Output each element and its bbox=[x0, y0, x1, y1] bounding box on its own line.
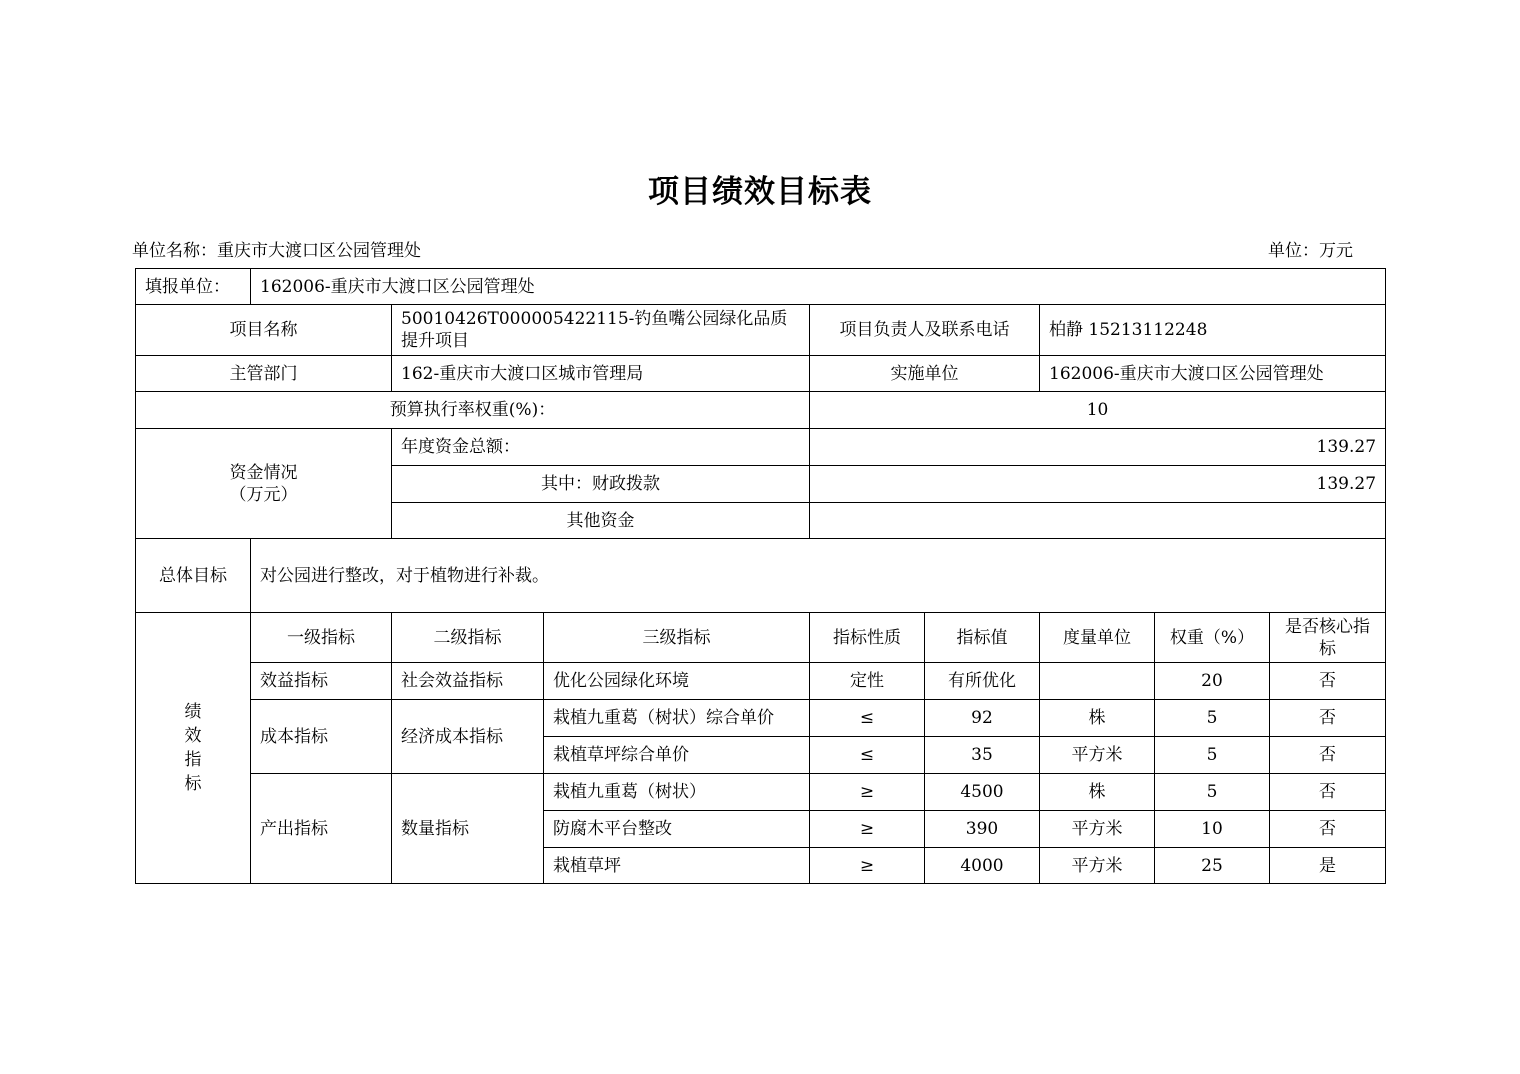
level1-cell: 效益指标 bbox=[251, 663, 392, 700]
funds-label-line1: 资金情况 bbox=[229, 462, 298, 483]
contact-value: 柏静 15213112248 bbox=[1040, 305, 1386, 356]
unit-name: 单位名称：重庆市大渡口区公园管理处 bbox=[132, 241, 421, 261]
fiscal-value: 139.27 bbox=[810, 466, 1386, 503]
level3-cell: 优化公园绿化环境 bbox=[544, 663, 810, 700]
unit-cell bbox=[1040, 663, 1155, 700]
budget-weight-value: 10 bbox=[810, 392, 1386, 429]
project-name-label: 项目名称 bbox=[136, 305, 392, 356]
header-level3: 三级指标 bbox=[544, 613, 810, 663]
perf-label-char: 效 bbox=[184, 726, 202, 746]
perf-label-char: 绩 bbox=[184, 702, 202, 722]
header-nature: 指标性质 bbox=[810, 613, 925, 663]
value-cell: 35 bbox=[925, 737, 1040, 774]
core-cell: 否 bbox=[1270, 774, 1386, 811]
header-level2: 二级指标 bbox=[392, 613, 544, 663]
core-cell: 是 bbox=[1270, 848, 1386, 884]
project-name-value: 50010426T000005422115-钓鱼嘴公园绿化品质提升项目 bbox=[392, 305, 810, 356]
header-weight: 权重（%） bbox=[1155, 613, 1270, 663]
unit-cell: 平方米 bbox=[1040, 811, 1155, 848]
perf-label-char: 指 bbox=[184, 750, 202, 770]
value-cell: 4500 bbox=[925, 774, 1040, 811]
header-level1: 一级指标 bbox=[251, 613, 392, 663]
goal-value: 对公园进行整改，对于植物进行补裁。 bbox=[251, 539, 1386, 613]
nature-cell: ≥ bbox=[810, 811, 925, 848]
level1-cell: 成本指标 bbox=[251, 700, 392, 774]
annual-total-value: 139.27 bbox=[810, 429, 1386, 466]
core-cell: 否 bbox=[1270, 663, 1386, 700]
weight-cell: 5 bbox=[1155, 737, 1270, 774]
level3-cell: 栽植草坪综合单价 bbox=[544, 737, 810, 774]
level2-cell: 经济成本指标 bbox=[392, 700, 544, 774]
nature-cell: ≤ bbox=[810, 700, 925, 737]
dept-label: 主管部门 bbox=[136, 356, 392, 392]
header-unit: 度量单位 bbox=[1040, 613, 1155, 663]
header-core: 是否核心指标 bbox=[1270, 613, 1386, 663]
value-cell: 有所优化 bbox=[925, 663, 1040, 700]
dept-value: 162-重庆市大渡口区城市管理局 bbox=[392, 356, 810, 392]
nature-cell: 定性 bbox=[810, 663, 925, 700]
level2-cell: 社会效益指标 bbox=[392, 663, 544, 700]
unit-cell: 株 bbox=[1040, 700, 1155, 737]
reporting-unit-label: 填报单位： bbox=[136, 269, 251, 305]
level3-cell: 栽植九重葛（树状） bbox=[544, 774, 810, 811]
contact-label: 项目负责人及联系电话 bbox=[810, 305, 1040, 356]
annual-total-label: 年度资金总额： bbox=[392, 429, 810, 466]
core-cell: 否 bbox=[1270, 737, 1386, 774]
weight-cell: 20 bbox=[1155, 663, 1270, 700]
unit-cell: 平方米 bbox=[1040, 737, 1155, 774]
level3-cell: 防腐木平台整改 bbox=[544, 811, 810, 848]
weight-cell: 5 bbox=[1155, 700, 1270, 737]
budget-weight-label: 预算执行率权重(%)： bbox=[136, 392, 810, 429]
goal-label: 总体目标 bbox=[136, 539, 251, 613]
level1-cell: 产出指标 bbox=[251, 774, 392, 884]
impl-value: 162006-重庆市大渡口区公园管理处 bbox=[1040, 356, 1386, 392]
weight-cell: 5 bbox=[1155, 774, 1270, 811]
unit-measure: 单位：万元 bbox=[1268, 241, 1353, 261]
core-cell: 否 bbox=[1270, 811, 1386, 848]
header-value: 指标值 bbox=[925, 613, 1040, 663]
value-cell: 92 bbox=[925, 700, 1040, 737]
level2-cell: 数量指标 bbox=[392, 774, 544, 884]
unit-cell: 株 bbox=[1040, 774, 1155, 811]
fiscal-label: 其中：财政拨款 bbox=[392, 466, 810, 503]
perf-indicator-label bbox=[136, 613, 251, 884]
value-cell: 390 bbox=[925, 811, 1040, 848]
level3-cell: 栽植草坪 bbox=[544, 848, 810, 884]
unit-cell: 平方米 bbox=[1040, 848, 1155, 884]
perf-label-char: 标 bbox=[184, 774, 202, 794]
page-title: 项目绩效目标表 bbox=[648, 174, 872, 210]
other-funds-value bbox=[810, 503, 1386, 539]
other-funds-label: 其他资金 bbox=[392, 503, 810, 539]
funds-label bbox=[136, 429, 392, 539]
impl-label: 实施单位 bbox=[810, 356, 1040, 392]
value-cell: 4000 bbox=[925, 848, 1040, 884]
nature-cell: ≥ bbox=[810, 774, 925, 811]
weight-cell: 10 bbox=[1155, 811, 1270, 848]
nature-cell: ≤ bbox=[810, 737, 925, 774]
performance-table bbox=[135, 268, 1386, 884]
core-cell: 否 bbox=[1270, 700, 1386, 737]
level3-cell: 栽植九重葛（树状）综合单价 bbox=[544, 700, 810, 737]
funds-label-line2: （万元） bbox=[229, 484, 298, 505]
weight-cell: 25 bbox=[1155, 848, 1270, 884]
nature-cell: ≥ bbox=[810, 848, 925, 884]
reporting-unit-value: 162006-重庆市大渡口区公园管理处 bbox=[251, 269, 1386, 305]
